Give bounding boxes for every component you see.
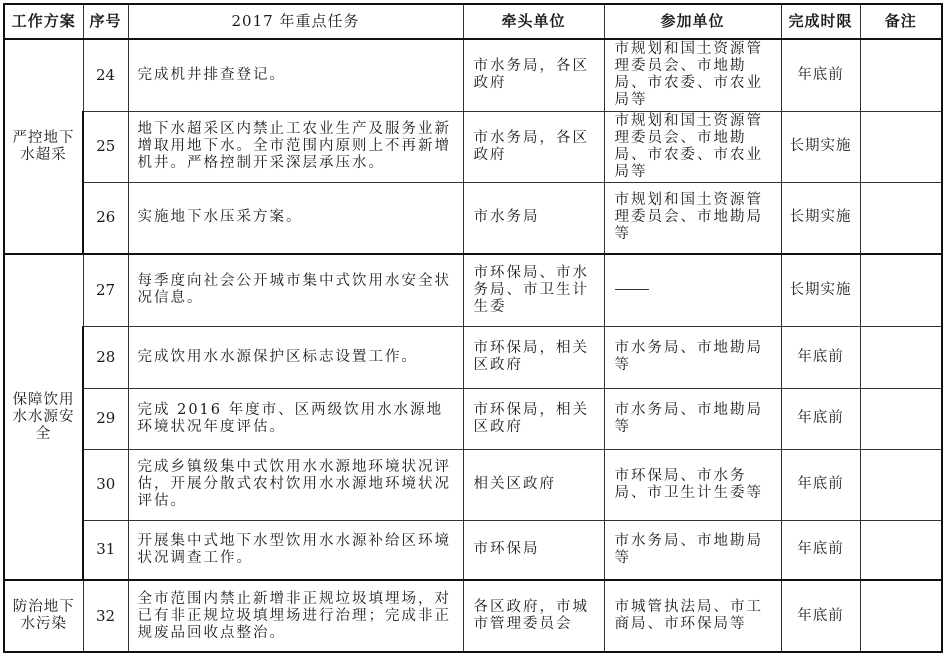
notes-cell bbox=[860, 111, 942, 182]
notes-cell bbox=[860, 182, 942, 254]
participants-cell: 市规划和国土资源管理委员会、市地勘局、市农委、市农业局等 bbox=[604, 111, 781, 182]
participants-cell: 市规划和国土资源管理委员会、市地勘局等 bbox=[604, 182, 781, 254]
task-cell: 开展集中式地下水型饮用水水源补给区环境状况调查工作。 bbox=[128, 520, 463, 580]
participants-cell: 市水务局、市地勘局等 bbox=[604, 388, 781, 449]
group-cell bbox=[4, 254, 83, 580]
header-task: 2017 年重点任务 bbox=[128, 4, 463, 39]
participants-cell: 市规划和国土资源管理委员会、市地勘局、市农委、市农业局等 bbox=[604, 39, 781, 111]
lead-unit-cell: 市环保局，相关区政府 bbox=[463, 326, 604, 388]
header-row bbox=[4, 4, 942, 39]
group-label: 保障饮用水水源安全 bbox=[12, 391, 75, 442]
deadline-cell: 年底前 bbox=[781, 39, 860, 111]
group-cell bbox=[4, 39, 83, 254]
header-notes: 备注 bbox=[860, 4, 942, 39]
seq-cell: 24 bbox=[83, 39, 128, 111]
participants-cell bbox=[604, 254, 781, 326]
participants-cell: 市环保局、市水务局、市卫生计生委等 bbox=[604, 449, 781, 520]
notes-cell bbox=[860, 388, 942, 449]
seq-cell: 31 bbox=[83, 520, 128, 580]
lead-unit-cell: 市水务局，各区政府 bbox=[463, 39, 604, 111]
participants-cell: 市水务局、市地勘局等 bbox=[604, 520, 781, 580]
task-cell: 全市范围内禁止新增非正规垃圾填埋场，对已有非正规垃圾填埋场进行治理；完成非正规废品回收点整治。 bbox=[128, 580, 463, 652]
header-plan: 工作方案 bbox=[4, 4, 83, 39]
table-row bbox=[4, 326, 942, 388]
lead-unit-cell: 市水务局，各区政府 bbox=[463, 111, 604, 182]
table-row bbox=[4, 580, 942, 652]
table-row bbox=[4, 520, 942, 580]
seq-cell: 25 bbox=[83, 111, 128, 182]
table-row bbox=[4, 254, 942, 326]
deadline-cell: 年底前 bbox=[781, 580, 860, 652]
lead-unit-cell: 市环保局，相关区政府 bbox=[463, 388, 604, 449]
notes-cell bbox=[860, 520, 942, 580]
seq-cell: 30 bbox=[83, 449, 128, 520]
deadline-cell: 长期实施 bbox=[781, 182, 860, 254]
group-label: 严控地下水超采 bbox=[12, 129, 75, 163]
seq-cell: 28 bbox=[83, 326, 128, 388]
task-cell: 完成乡镇级集中式饮用水水源地环境状况评估，开展分散式农村饮用水水源地环境状况评估。 bbox=[128, 449, 463, 520]
notes-cell bbox=[860, 39, 942, 111]
table-row bbox=[4, 182, 942, 254]
lead-unit-cell: 市环保局、市水务局、市卫生计生委 bbox=[463, 254, 604, 326]
task-cell: 地下水超采区内禁止工农业生产及服务业新增取用地下水。全市范围内原则上不再新增机井。严格控制开采深层承压水。 bbox=[128, 111, 463, 182]
lead-unit-cell: 市环保局 bbox=[463, 520, 604, 580]
deadline-cell: 年底前 bbox=[781, 449, 860, 520]
deadline-cell: 长期实施 bbox=[781, 254, 860, 326]
lead-unit-cell: 各区政府，市城市管理委员会 bbox=[463, 580, 604, 652]
group-label: 防治地下水污染 bbox=[12, 599, 75, 632]
deadline-cell: 年底前 bbox=[781, 520, 860, 580]
header-participants: 参加单位 bbox=[604, 4, 781, 39]
participants-cell: 市城管执法局、市工商局、市环保局等 bbox=[604, 580, 781, 652]
seq-cell: 32 bbox=[83, 580, 128, 652]
empty-dash bbox=[615, 289, 649, 290]
seq-cell: 26 bbox=[83, 182, 128, 254]
table-row bbox=[4, 39, 942, 111]
seq-cell: 29 bbox=[83, 388, 128, 449]
task-cell: 完成饮用水水源保护区标志设置工作。 bbox=[128, 326, 463, 388]
deadline-cell: 年底前 bbox=[781, 388, 860, 449]
group-cell bbox=[4, 580, 83, 652]
notes-cell bbox=[860, 326, 942, 388]
table-row bbox=[4, 449, 942, 520]
header-lead: 牵头单位 bbox=[463, 4, 604, 39]
task-cell: 每季度向社会公开城市集中式饮用水安全状况信息。 bbox=[128, 254, 463, 326]
key-tasks-table bbox=[3, 3, 943, 653]
notes-cell bbox=[860, 254, 942, 326]
task-cell: 完成机井排查登记。 bbox=[128, 39, 463, 111]
table-row bbox=[4, 111, 942, 182]
task-cell: 实施地下水压采方案。 bbox=[128, 182, 463, 254]
lead-unit-cell: 市水务局 bbox=[463, 182, 604, 254]
participants-cell: 市水务局、市地勘局等 bbox=[604, 326, 781, 388]
deadline-cell: 长期实施 bbox=[781, 111, 860, 182]
notes-cell bbox=[860, 449, 942, 520]
table-row bbox=[4, 388, 942, 449]
seq-cell: 27 bbox=[83, 254, 128, 326]
header-deadline: 完成时限 bbox=[781, 4, 860, 39]
notes-cell bbox=[860, 580, 942, 652]
task-cell: 完成 2016 年度市、区两级饮用水水源地环境状况年度评估。 bbox=[128, 388, 463, 449]
header-seq: 序号 bbox=[83, 4, 128, 39]
lead-unit-cell: 相关区政府 bbox=[463, 449, 604, 520]
deadline-cell: 年底前 bbox=[781, 326, 860, 388]
